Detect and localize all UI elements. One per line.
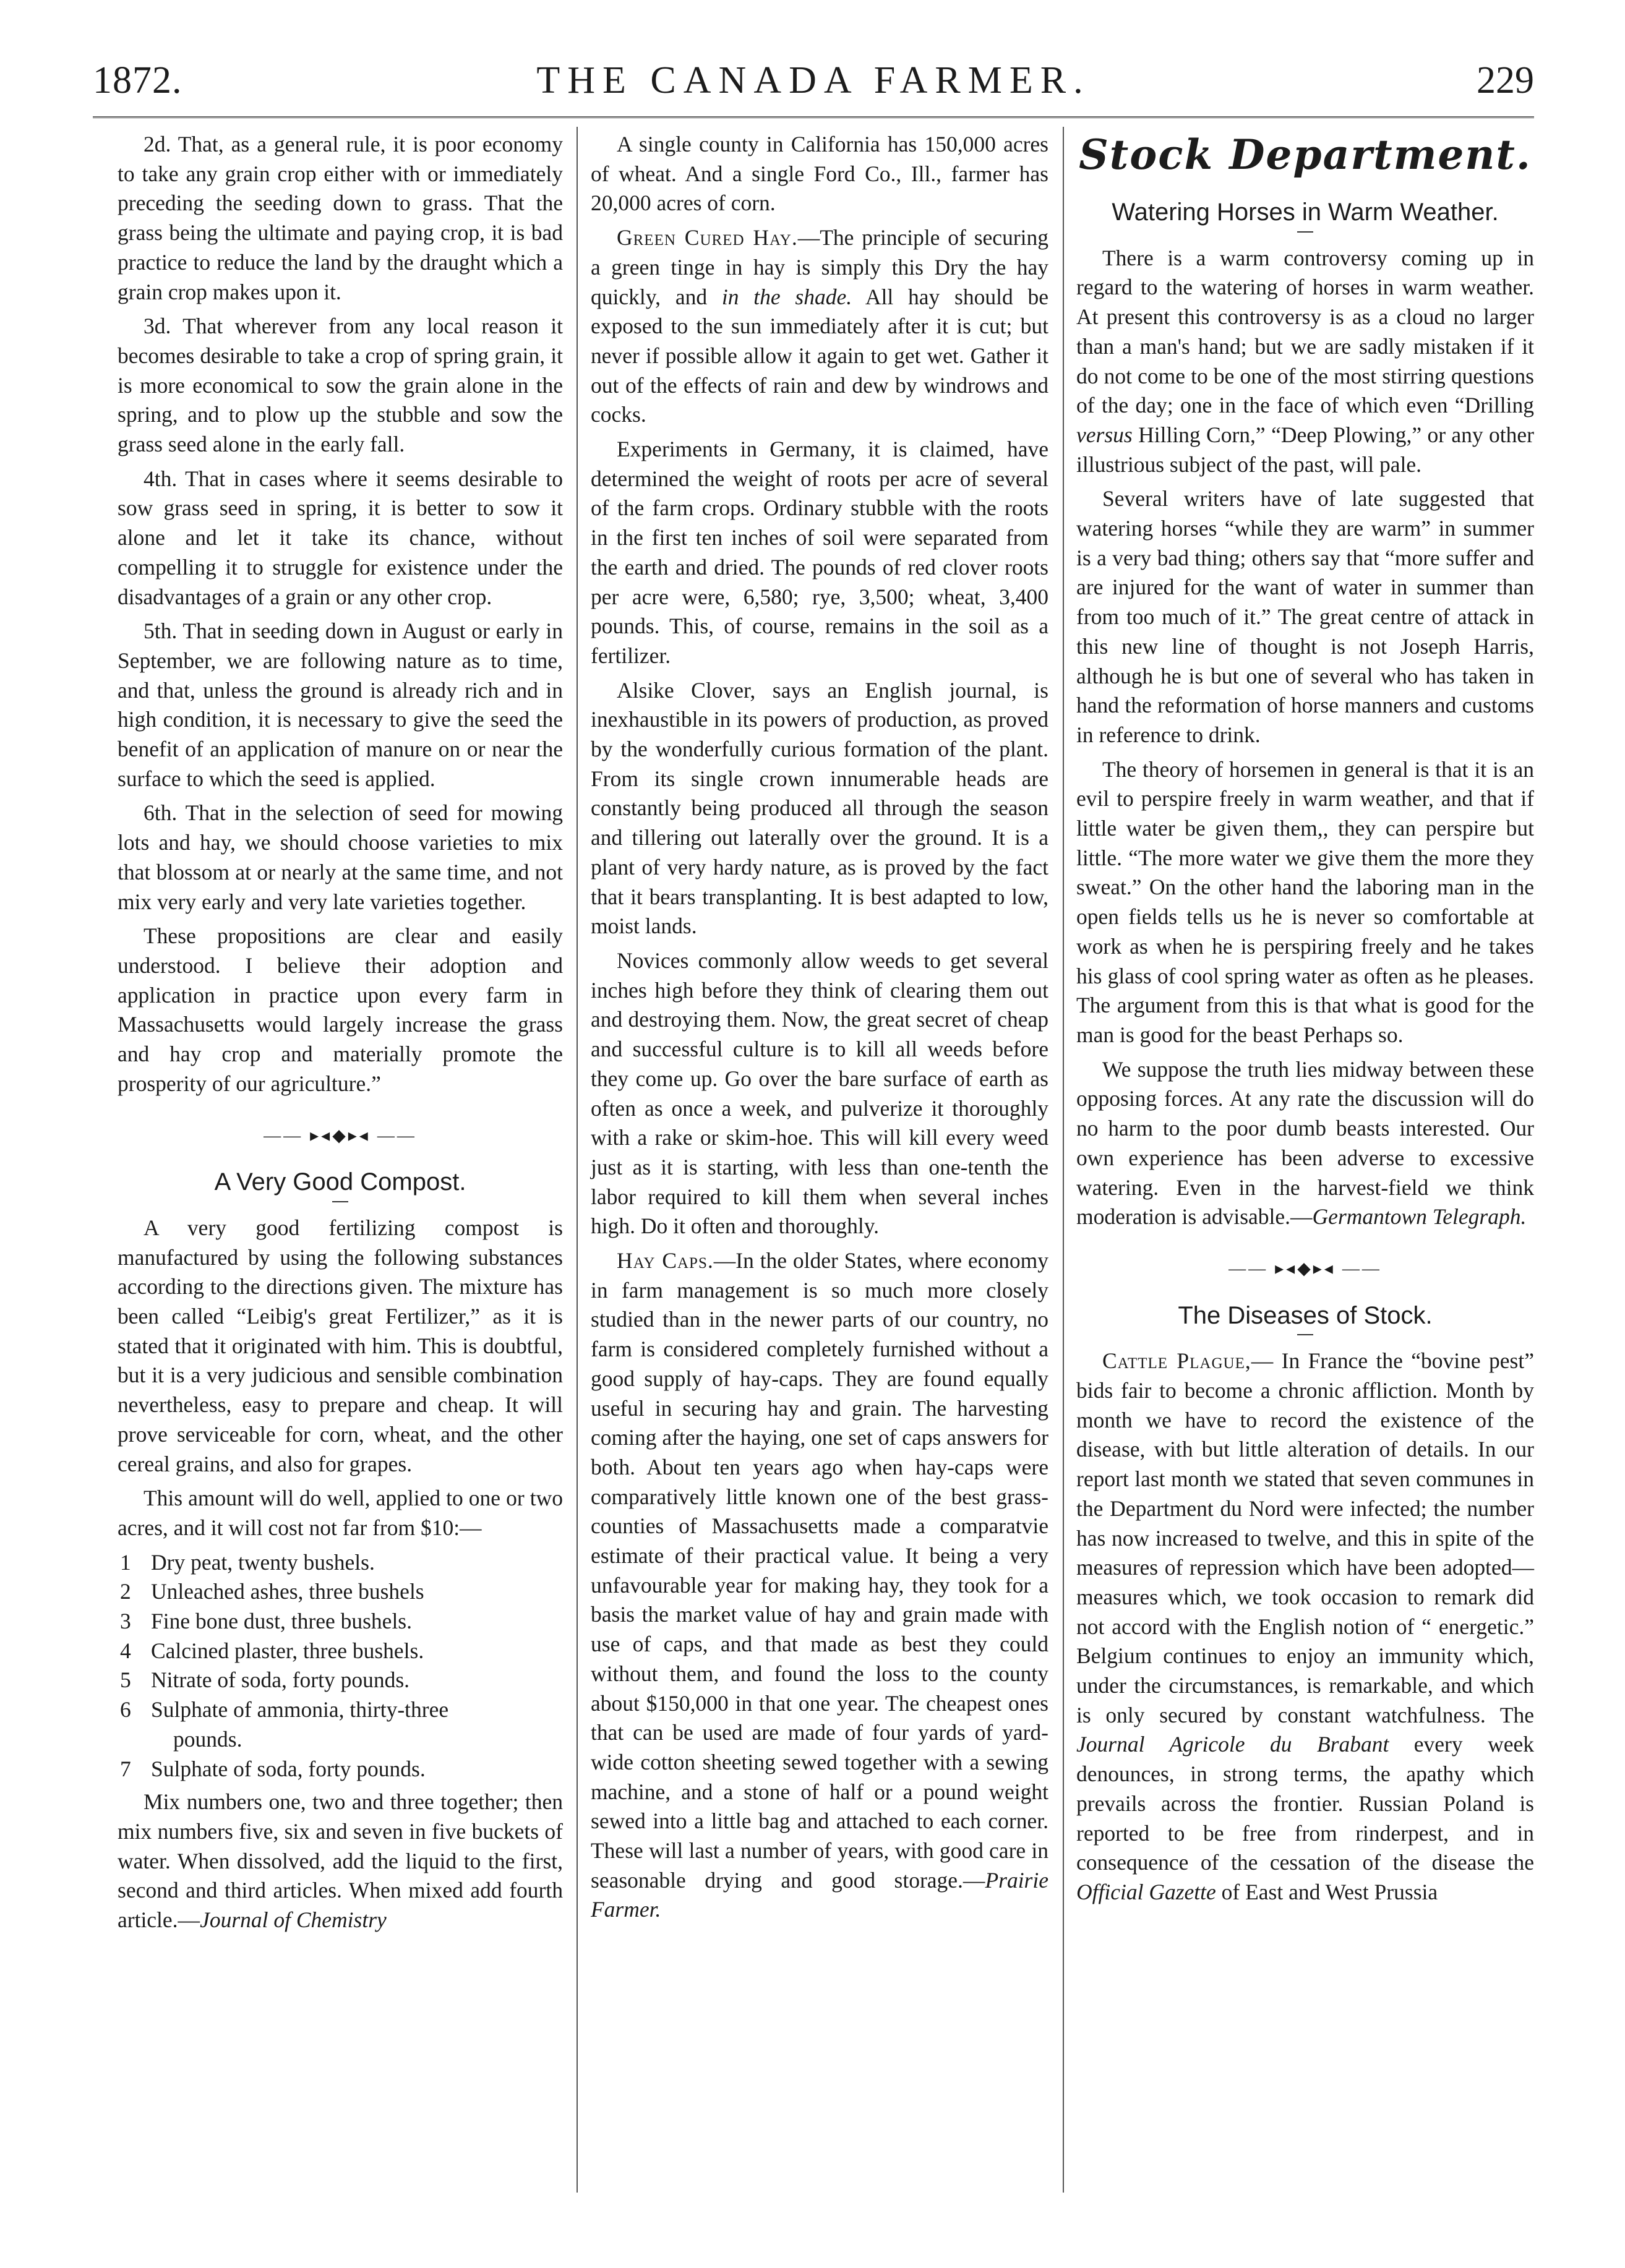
item-number: 4	[120, 1638, 131, 1663]
run-in-heading: Green Cured Hay.	[617, 225, 798, 250]
hay-text-2: All hay should be exposed to the sun immediately after it is cut; but never if possible allow it again to get wet. Gather it out of the effects of rain and dew by windrows and cocks.	[591, 284, 1048, 427]
heading-dash	[1297, 231, 1313, 233]
paragraph-germany: Experiments in Germany, it is claimed, have determined the weight of roots per acre of several of the farm crops. Ordinary stubble with the roots in the first ten inches of soil were separated from the earth and dried. The pounds of red clover roots per acre were, 6,580; rye, 3,500; wheat, 3,400 pounds. This, of course, remains in the soil as a fertilizer.	[591, 437, 1048, 668]
item-number: 5	[120, 1667, 131, 1693]
paragraph-propositions: These propositions are clear and easily understood. I believe their adoption and application in practice upon every farm in Massachusetts would largely increase the grass and hay crop and materially promote the prosperity of our agriculture.”	[118, 923, 563, 1096]
section-ornament: —— ▸◂◆▸◂ ——	[264, 1126, 417, 1145]
item-text: Calcined plaster, three bushels.	[151, 1638, 424, 1663]
watering-paragraph-1	[1076, 244, 1534, 480]
column-3	[1076, 130, 1534, 1912]
item-text: Dry peat, twenty bushels.	[151, 1549, 375, 1575]
paragraph-6th: 6th. That in the selection of seed for mowing lots and hay, we should choose varieties to mix that blossom at or nearly at the same time, and not mix very early and very late varieties together.	[118, 800, 563, 914]
journal-title: Journal Agricole du Brabant	[1076, 1732, 1389, 1757]
paragraph-california: A single county in California has 150,000 acres of wheat. And a single Ford Co., Ill., farmer has 20,000 acres of corn.	[591, 132, 1048, 216]
compost-paragraph-2: This amount will do well, applied to one or two acres, and it will cost not far from $10:—	[118, 1486, 563, 1540]
run-in-heading: Cattle Plague,	[1102, 1348, 1251, 1374]
list-item	[118, 1548, 563, 1578]
page-number: 229	[1477, 59, 1534, 101]
item-text: Sulphate of ammonia, thirty-three	[151, 1697, 449, 1722]
paragraph-3d: 3d. That wherever from any local reason it becomes desirable to take a crop of spring grain, it is more economical to sow the grain alone in the spring, and to plow up the stubble and sow the grass seed alone in the early fall.	[118, 314, 563, 457]
gazette-title: Official Gazette	[1076, 1879, 1216, 1904]
item-number: 7	[120, 1756, 131, 1781]
section-ornament: —— ▸◂◆▸◂ ——	[1228, 1259, 1382, 1278]
column-rule-2	[1063, 127, 1064, 2193]
caps-text: —In the older States, where economy in farm management is so much more closely studied than in the newer parts of our country, no farm is considered completely furnished without a good supply of hay-caps. They are found equally useful in securing hay and grain. The harvesting coming after the haying, one set of caps answers for both. About ten years ago when hay-caps were comparatively little known one of the best grass-counties of Massachusetts made a comparatvie estimate of their practical value. It being a very unfavourable year for making hay, they took for a basis the market value of hay and grain made with use of caps, and that made as best they could without them, and found the loss to the county about $150,000 in that one year. The cheapest ones that can be used are made of four yards of yard-wide cotton sheeting sewed together with a sewing machine, and a stone of half or a pound weight sewed into a little bag and attached to each corner. These will last a number of years, with good care in seasonable drying and good storage.—	[591, 1248, 1049, 1893]
item-text: Unleached ashes, three bushels	[151, 1579, 424, 1604]
compost-heading: A Very Good Compost.	[214, 1168, 466, 1196]
item-number: 2	[120, 1579, 131, 1604]
cattle-text-3: of East and West Prussia	[1216, 1879, 1438, 1904]
list-item	[118, 1637, 563, 1666]
item-text-continued: pounds.	[173, 1726, 242, 1752]
list-item	[118, 1695, 563, 1754]
paragraph-5th: 5th. That in seeding down in August or early in September, we are following nature as to time, and that, unless the ground is already rich and in high condition, it is necessary to give the seed the benefit of an application of manure on or near the surface to which the seed is applied.	[118, 618, 563, 791]
masthead-rule	[93, 116, 1534, 118]
list-item	[118, 1607, 563, 1637]
item-text-wrap	[151, 1695, 563, 1754]
watering-text: There is a warm controversy coming up in regard to the watering of horses in warm weather. At present this controversy is as a cloud no larger than a man's hand; but we are sadly mistaken if it do not come to be one of the most stirring questions of the day; one in the face of which even “Drilling	[1076, 245, 1534, 418]
watering-italic: versus	[1076, 422, 1133, 447]
list-item	[118, 1666, 563, 1695]
item-text: Fine bone dust, three bushels.	[151, 1609, 412, 1634]
issue-year: 1872.	[93, 59, 182, 101]
item-text: Sulphate of soda, forty pounds.	[151, 1756, 426, 1781]
heading-dash	[1297, 1334, 1313, 1335]
item-number: 6	[120, 1697, 131, 1722]
watering-heading: Watering Horses in Warm Weather.	[1112, 199, 1499, 226]
compost-paragraph-1: A very good fertilizing compost is manufactured by using the following substances according to the directions given. The mixture has been called “Leibig's great Fertilizer,” as it is stated that it originated with him. This is doubtful, but it is a very judicious and sensible combination nevertheless, easy to prepare and cheap. It will prove serviceable for corn, wheat, and the other cereal grains, and also for grapes.	[118, 1215, 563, 1476]
paragraph-4th: 4th. That in cases where it seems desirable to sow grass seed in spring, it is better to sow it alone and let it take its chance, without compelling it to struggle for existence under the disadvantages of a grain or any other crop.	[118, 466, 563, 609]
ingredient-list	[118, 1548, 563, 1784]
publication-title: THE CANADA FARMER.	[536, 59, 1091, 101]
diseases-heading: The Diseases of Stock.	[1178, 1301, 1433, 1329]
item-number: 1	[120, 1549, 131, 1575]
masthead	[93, 59, 1534, 118]
cattle-plague-paragraph	[1076, 1346, 1534, 1907]
paragraph-2d: 2d. That, as a general rule, it is poor economy to take any grain crop either with or immediately preceding the seeding down to grass. That the grass being the ultimate and paying crop, it is bad practice to reduce the land by the draught which a grain crop makes upon it.	[118, 132, 563, 304]
compost-source: Journal of Chemistry	[200, 1907, 387, 1933]
watering-paragraph-3: The theory of horsemen in general is that it is an evil to perspire freely in warm weather, and that if little water be given them,, they can perspire but little. “The more water we give them the more they sweat.” On the other hand the laboring man in the open fields tells us he is never so comfortable at work as when he is perspiring freely and he takes his glass of cool spring water as often as he pleases. The argument from this is that what is good for the man is good for the beast Perhaps so.	[1076, 756, 1534, 1047]
cattle-text: — In France the “bovine pest” bids fair to become a chronic affliction. Month by month we have to record the existence of the disease, with but little alteration of details. In our report last month we stated that seven communes in the Department du Nord were infected; the number has now increased to twelve, and this in spite of the measures of repression which have been adopted—measures which, we took occasion to remark did not accord with the English notion of “ energetic.” Belgium continues to enjoy an immunity which, under the circumstances, is remarkable, and which is only secured by constant watchfulness. The	[1076, 1348, 1534, 1727]
list-item	[118, 1577, 563, 1607]
column-rule-1	[577, 127, 578, 2193]
watering-paragraph-2: Several writers have of late suggested that watering horses “while they are warm” in summer is a very bad thing; others say that “more suffer and are injured for the want of water in summer than from too much of it.” The great centre of attack in this new line of thought is not Joseph Harris, although he is but one of several who has taken in hand the reformation of horse manners and customs in reference to drink.	[1076, 486, 1534, 747]
paragraph-novices: Novices commonly allow weeds to get several inches high before they think of clearing them out and destroying them. Now, the great secret of cheap and successful culture is to kill all weeds before they come up. Go over the bare surface of earth as often as once a week, and pulverize it thoroughly with a rake or skim-hoe. This will kill every weed just as it is starting, with less than one-tenth the labor required to kill them when several inches high. Do it often and thoroughly.	[591, 948, 1048, 1239]
paragraph-hay-caps	[591, 1246, 1048, 1925]
cattle-text-2: every week denounces, in strong terms, the apathy which prevails across the frontier. Russian Poland is reported to be free from rinderpest, and in consequence of the cessation of the disease the	[1076, 1732, 1534, 1875]
list-item	[118, 1755, 563, 1784]
item-text: Nitrate of soda, forty pounds.	[151, 1667, 410, 1693]
watering-source: Germantown Telegraph.	[1312, 1204, 1527, 1230]
heading-dash	[332, 1201, 348, 1202]
watering-text-4: We suppose the truth lies midway between these opposing forces. At any rate the discussion will do no harm to the poor dumb beasts interested. Our own experience has been adverse to excessive watering. Even in the harvest-field we think moderation is advisable.—	[1076, 1056, 1534, 1230]
watering-text-2: Hilling Corn,” “Deep Plowing,” or any other illustrious subject of the past, will pale.	[1076, 422, 1534, 477]
compost-text: Mix numbers one, two and three together; then mix numbers five, six and seven in five buckets of water. When dissolved, add the liquid to the first, second and third articles. When mixed add fourth article.—	[118, 1789, 563, 1933]
compost-paragraph-3	[118, 1787, 563, 1935]
caps-source: Prairie Farmer.	[591, 1867, 1048, 1922]
run-in-heading: Hay Caps.	[617, 1248, 714, 1273]
department-title: Stock Department.	[1079, 131, 1532, 179]
column-2	[591, 130, 1048, 1930]
item-number: 3	[120, 1609, 131, 1634]
paragraph-alsike: Alsike Clover, says an English journal, is inexhaustible in its powers of production, as proved by the wonderfully curious formation of the plant. From its single crown innumerable heads are constantly being produced all through the season and tillering out laterally over the ground. It is a plant of very hardy nature, as is proved by the fact that it bears transplanting. It is best adapted to low, moist lands.	[591, 677, 1048, 939]
hay-italic: in the shade.	[721, 284, 852, 309]
hay-text: —The principle of securing a green tinge in hay is simply this Dry the hay quickly, and	[591, 225, 1049, 309]
watering-paragraph-4	[1076, 1055, 1534, 1232]
column-1	[118, 130, 563, 1940]
paragraph-green-cured-hay	[591, 223, 1048, 430]
